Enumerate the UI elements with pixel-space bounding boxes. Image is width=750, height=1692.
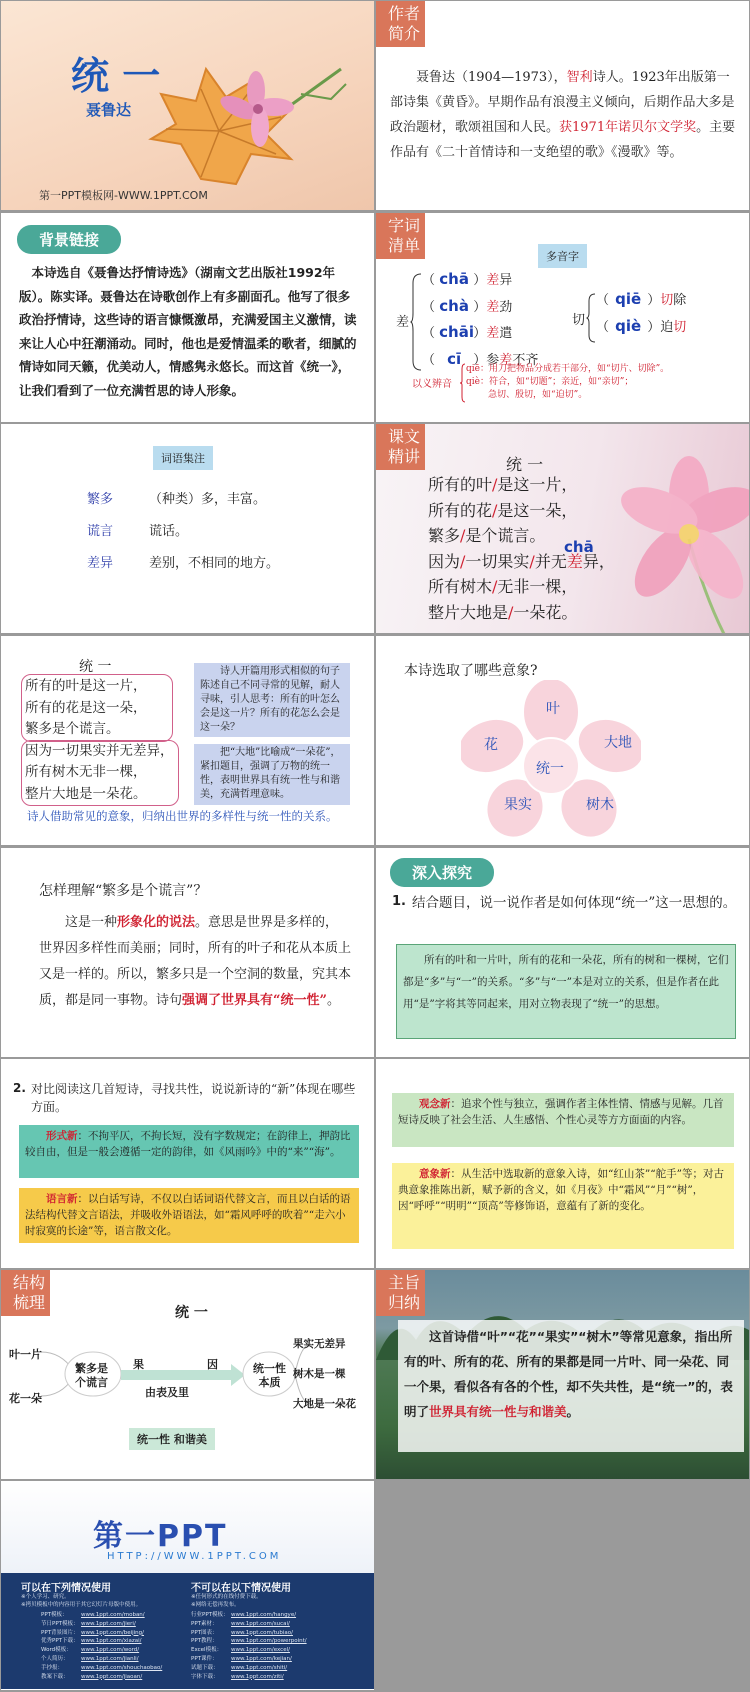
forbidden-1: ※任何形式的在线付费下载。	[191, 1594, 262, 1600]
slide-word-list	[376, 213, 749, 422]
structure-left-1: 叶一片	[9, 1348, 42, 1361]
poem-seg: 整片大地是	[428, 602, 509, 622]
link-label: 优秀PPT下载：	[41, 1638, 79, 1645]
understanding-answer: 这是一种形象化的说法。意思是世界是多样的，世界因多样性而美丽；同时，所有的叶子和花从本质上又是一样的。所以，繁多只是一个空洞的数量，究其本质，都是同一事物。诗句强调了世界具有“统一性”。	[39, 915, 352, 1008]
link-url[interactable]: www.1ppt.com/excel/	[231, 1647, 290, 1654]
paren-open: （	[422, 273, 440, 288]
link-label: PPT教程：	[191, 1638, 218, 1645]
paren-close: ）	[469, 352, 487, 368]
link-row	[191, 1655, 307, 1664]
polyphonic-title: 多音字	[538, 244, 587, 268]
imagery-guoshi: 果实	[504, 797, 532, 813]
slide-new-poetry-2	[376, 1059, 749, 1268]
forbidden-2: ※网络无偿再发布。	[191, 1602, 240, 1608]
poem-text	[25, 676, 174, 805]
paren-close: ）	[469, 326, 487, 341]
glossary-def: 谎话。	[149, 524, 189, 539]
glossary-term: 谎言	[87, 524, 114, 539]
link-row	[41, 1655, 162, 1664]
poem-line: 所有的叶是这一片，	[25, 678, 147, 694]
word-suffix: 异	[499, 273, 513, 288]
pause-mark: /	[508, 602, 514, 622]
analysis-summary: 诗人借助常见的意象，归纳出世界的多样性与统一性的关系。	[27, 809, 338, 823]
word-suffix: 遣	[499, 326, 513, 341]
brace-left	[410, 273, 422, 371]
link-label: 个人简历：	[41, 1655, 69, 1662]
poem-seg: 所有的叶	[428, 475, 493, 494]
link-row	[41, 1620, 162, 1629]
note-qie4-more: 急切、殷切，如“迫切”。	[488, 390, 588, 400]
link-label: PPT课件：	[191, 1655, 218, 1662]
link-label: 字体下载：	[191, 1673, 219, 1680]
note-qie1: qiē：用刀把物品分成若干部分，如“切片、切除”。	[466, 364, 670, 374]
brace-right	[586, 293, 596, 343]
link-url[interactable]: www.1ppt.com/moban/	[81, 1612, 145, 1618]
word-prefix: 迫	[660, 319, 674, 335]
poem-line	[428, 600, 615, 626]
question-number: 2.	[13, 1081, 26, 1095]
pinyin: qiē	[615, 290, 642, 308]
poem-seg: 所有的花	[428, 500, 493, 520]
paren-close: ）	[469, 273, 487, 288]
poem-title-small: 统 一	[79, 659, 112, 675]
link-url[interactable]: www.1ppt.com/tubiao/	[231, 1629, 293, 1636]
poem-seg: 是这一朵，	[497, 500, 578, 520]
glossary-title: 词语集注	[153, 446, 213, 470]
slide-understanding	[1, 848, 374, 1057]
section-tag: 作者 简介	[376, 1, 425, 47]
link-row	[191, 1646, 307, 1655]
pinyin: cī	[447, 349, 462, 368]
language-new-box: 语言新：以白话写诗，不仅以白话词语代替文言，而且以白话的语法结构代替文言语法，并吸收外语语法，如“霜风呼呼的吹着”“走六小时寂寞的长途”等，语言散文化。	[19, 1188, 359, 1243]
link-url[interactable]: www.1ppt.com/shiti/	[231, 1664, 288, 1671]
poem-line: 所有的花是这一朵，	[25, 699, 147, 716]
cover-author: 聂鲁达	[86, 101, 132, 119]
word-suffix: 除	[673, 293, 687, 308]
poem-seg: 并无	[534, 551, 567, 571]
link-row	[191, 1637, 307, 1646]
poem-line	[428, 523, 615, 549]
char-cha: 差	[396, 315, 410, 330]
section-pill: 深入探究	[390, 858, 494, 887]
link-url[interactable]: www.1ppt.com/powerpoint/	[231, 1638, 307, 1645]
section-tag: 字词 清单	[376, 213, 425, 259]
link-url[interactable]: www.1ppt.com/jiaoan/	[81, 1673, 143, 1680]
poem-lines	[428, 472, 615, 625]
allowed-title: 可以在下列情况使用	[21, 1583, 111, 1594]
structure-yin: 因	[207, 1358, 218, 1371]
slide-imagery	[376, 636, 749, 845]
new-poetry-question: 对比阅读这几首短诗，寻找共性，说说新诗的“新”体现在哪些方面。	[31, 1082, 356, 1114]
slide-glossary	[1, 424, 374, 633]
slide-structure	[1, 1270, 374, 1479]
link-row	[41, 1673, 162, 1682]
link-url[interactable]: www.1ppt.com/jianli/	[81, 1655, 139, 1662]
glossary-row	[87, 516, 279, 548]
link-label: PPT背景图片：	[41, 1629, 79, 1636]
understanding-question: 怎样理解“繁多是个谎言”？	[39, 883, 208, 899]
imagery-center: 统一	[536, 761, 564, 777]
poem-line: 因为一切果实并无差异，	[25, 742, 174, 759]
link-label: Word模板：	[41, 1647, 72, 1654]
word-prefix: 参	[486, 352, 500, 368]
pause-mark: /	[492, 475, 498, 494]
brand-logo: 第一PPT	[93, 1519, 228, 1554]
pause-mark: /	[460, 526, 466, 545]
poem-line: 所有树木无非一棵，	[25, 764, 147, 780]
link-row	[191, 1620, 307, 1629]
structure-title: 统 一	[175, 1305, 208, 1321]
poem-seg: 一切果实	[465, 551, 530, 571]
link-row	[41, 1629, 162, 1638]
structure-bottom: 统一性 和谐美	[129, 1428, 215, 1450]
glossary-def: （种类）多，丰富。	[149, 492, 267, 507]
word-highlight: 差	[486, 326, 500, 341]
cha-row	[422, 320, 538, 347]
slide-background-link	[1, 213, 374, 422]
pause-mark: /	[492, 577, 498, 596]
paren-close: ）	[643, 293, 661, 308]
structure-mid-2: 统一性 本质	[253, 1362, 286, 1389]
link-url[interactable]: www.1ppt.com/shouchaobao/	[81, 1664, 163, 1671]
paren-open: （	[422, 299, 440, 315]
annotation-box-2: 把“大地”比喻成“一朵花”，紧扣题目，强调了万物的统一性，表明世界具有统一性与和谐美，充满哲理意味。	[194, 744, 350, 805]
link-url[interactable]: www.1ppt.com/word/	[81, 1647, 140, 1654]
note-qie4: qiè：符合，如“切题”；亲近，如“亲切”；	[466, 377, 634, 387]
word-highlight: 差	[486, 273, 500, 288]
link-url[interactable]: www.1ppt.com/xiazai/	[81, 1638, 142, 1645]
link-label: PPT图表：	[191, 1629, 218, 1636]
link-url[interactable]: www.1ppt.com/sucai/	[231, 1620, 290, 1627]
link-row	[191, 1673, 307, 1682]
glossary-def: 差别，不相同的地方。	[149, 556, 280, 571]
link-label: 手抄报：	[41, 1664, 64, 1671]
poem-seg: 所有树木	[428, 577, 493, 596]
paren-open: （	[422, 352, 440, 368]
link-label: PPT素材：	[191, 1620, 218, 1627]
link-url[interactable]: www.1ppt.com/hangye/	[231, 1612, 297, 1618]
note-label: 以义辨音	[412, 379, 452, 390]
link-label: 节日PPT模板：	[41, 1620, 79, 1627]
section-tag: 主旨 归纳	[376, 1270, 425, 1316]
links-right	[191, 1611, 307, 1681]
link-row	[191, 1611, 307, 1620]
word-suffix: 不齐	[512, 352, 539, 368]
word-highlight: 切	[660, 293, 674, 308]
word-highlight: 差	[499, 352, 513, 368]
structure-right-2: 树木是一棵	[293, 1368, 346, 1380]
paren-open: （	[422, 326, 440, 341]
paren-close: ）	[643, 319, 661, 335]
paren-open: （	[596, 293, 614, 308]
poem-line: 整片大地是一朵花。	[25, 785, 147, 802]
imagery-question: 本诗选取了哪些意象?	[404, 663, 538, 679]
inquiry-question: 结合题目，说一说作者是如何体现“统一”这一思想的。	[412, 895, 737, 911]
poem-seg: 无非一棵，	[497, 577, 578, 596]
glossary-row	[87, 548, 279, 580]
cover-footer: 第一PPT模板网-WWW.1PPT.COM	[39, 189, 208, 202]
structure-right-3: 大地是一朵花	[293, 1398, 356, 1410]
imagery-shumu: 树木	[586, 797, 614, 813]
pinyin: chāi	[439, 323, 474, 341]
glossary-row	[87, 484, 279, 516]
slide-deep-inquiry	[376, 848, 749, 1057]
slide-cover	[1, 1, 374, 210]
slide-template-notice	[1, 1481, 374, 1690]
link-label: PPT模板：	[41, 1612, 68, 1618]
section-pill: 背景链接	[17, 225, 121, 254]
glossary-term: 繁多	[87, 492, 114, 507]
brand-url: HTTP://WWW.1PPT.COM	[107, 1551, 282, 1562]
paren-close: ）	[469, 299, 487, 315]
poem-seg: 一朵花。	[513, 602, 578, 622]
link-url[interactable]: www.1ppt.com/beijing/	[81, 1629, 145, 1636]
poem-title: 统 一	[506, 455, 544, 474]
structure-left-2: 花一朵	[9, 1392, 42, 1405]
section-tag: 结构 梳理	[1, 1270, 50, 1316]
note-text	[466, 363, 669, 402]
pause-mark: /	[460, 551, 466, 571]
poem-line	[428, 574, 615, 600]
link-url[interactable]: www.1ppt.com/ziti/	[231, 1673, 284, 1680]
qie-list	[596, 287, 686, 340]
links-left	[41, 1611, 162, 1681]
allowed-2: ※拷贝模板中的内容用于其它幻灯片母版中使用。	[21, 1602, 142, 1608]
theme-text: 这首诗借“叶”“花”“果实”“树木”等常见意象，指出所有的叶、所有的花、所有的果都是同一片叶、同一朵花、同一个果，看似各有各的个性，却不失共性，是“统一”的，表明了世界具有统一性与和谐美。	[398, 1320, 744, 1452]
link-label: 教案下载：	[41, 1673, 69, 1680]
paren-open: （	[596, 319, 614, 335]
poem-seg: 差	[566, 551, 583, 571]
slide-theme-summary	[376, 1270, 749, 1479]
pinyin: chà	[439, 296, 469, 315]
author-bio: 聂鲁达（1904—1973），智利诗人。1923年出版第一部诗集《黄昏》。早期作品有浪漫主义倾向，后期作品大多是政治题材，歌颂祖国和人民。获1971年诺贝尔文学奖。主要作品有《二十首情诗和一支绝望的歌》《漫歌》等。	[390, 70, 736, 160]
word-highlight: 差	[486, 299, 500, 315]
link-row	[41, 1611, 162, 1620]
poem-seg: 是个谎言。	[465, 526, 546, 545]
pinyin: qiè	[615, 316, 642, 335]
structure-guo: 果	[133, 1358, 144, 1371]
link-url[interactable]: www.1ppt.com/jieri/	[81, 1620, 136, 1627]
annotation-box-1: 诗人开篇用形式相似的句子陈述自己不同寻常的见解，耐人寻味，引人思考：所有的叶怎么会是这一片？所有的花怎么会是这一朵？	[194, 663, 350, 737]
slide-new-poetry	[1, 1059, 374, 1268]
link-row	[41, 1646, 162, 1655]
link-row	[191, 1664, 307, 1673]
link-row	[41, 1664, 162, 1673]
poem-seg: 是这一片，	[497, 475, 578, 494]
structure-right-1: 果实无差异	[293, 1338, 346, 1350]
char-qie: 切	[572, 313, 586, 328]
poem-seg: 异，	[582, 551, 615, 571]
maple-leaf-flower-illustration	[141, 39, 366, 189]
link-row	[41, 1637, 162, 1646]
imagery-dadi: 大地	[604, 735, 632, 751]
inquiry-answer: 所有的叶和一片叶，所有的花和一朵花，所有的树和一棵树，它们都是“多”与“一”的关系。“多”与“一”本是对立的关系，但是作者在此用“是”字将其等同起来，用对立物表现了“统一”的思想。	[396, 944, 736, 1039]
concept-new-box: 观念新：追求个性与独立，强调作者主体性情、情感与见解。几首短诗反映了社会生活、人生感悟、个性心灵等方方面面的内容。	[392, 1093, 734, 1147]
link-row	[191, 1629, 307, 1638]
forbidden-title: 不可以在以下情况使用	[191, 1583, 291, 1594]
section-tag: 课文 精讲	[376, 424, 425, 470]
structure-mid-1: 繁多是 个谎言	[75, 1362, 108, 1389]
cover-title: 统 一	[71, 54, 161, 98]
poem-line	[428, 498, 615, 524]
slide-text-reading	[376, 424, 749, 633]
poem-seg: 繁多	[428, 526, 461, 545]
link-label: Excel模板：	[191, 1647, 223, 1654]
poem-line: 繁多是个谎言。	[25, 721, 120, 737]
cha-row	[422, 267, 538, 294]
allowed-1: ※个人学习、研究。	[21, 1594, 70, 1600]
cha-list	[422, 267, 538, 373]
slide-poem-analysis	[1, 636, 374, 845]
background-text: 本诗选自《聂鲁达抒情诗选》（湖南文艺出版社1992年版）。陈实译。聂鲁达在诗歌创作上有多副面孔。他写了很多政治抒情诗，这些诗的语言慷慨激昂，充满爱国主义激情，读来让人心中狂潮涌动。同时，他也是爱情温柔的歌者，细腻的情诗如同天籁，优美动人，情感隽永悠长。而这首《统一》，让我们看到了一位充满哲思的诗人形象。	[19, 265, 357, 398]
link-label: 试题下载：	[191, 1664, 219, 1671]
glossary-term: 差异	[87, 556, 114, 571]
slide-author-intro	[376, 1, 749, 210]
pause-mark: /	[529, 551, 535, 571]
poem-seg: 因为	[428, 551, 461, 571]
question-number: 1.	[392, 894, 406, 909]
imagery-ye: 叶	[546, 701, 560, 717]
structure-biaoli: 由表及里	[145, 1386, 189, 1399]
poem-line	[428, 472, 615, 498]
form-new-box: 形式新：不拘平仄，不拘长短，没有字数规定；在韵律上，押韵比较自由，但是一般会遵循一定的韵律，如《风雨吟》中的“来”“海”。	[19, 1125, 359, 1178]
link-url[interactable]: www.1ppt.com/kejian/	[231, 1655, 292, 1662]
qie-row	[596, 314, 686, 341]
cosmos-flower-illustration	[594, 454, 749, 633]
glossary-list	[87, 484, 279, 580]
qie-row	[596, 287, 686, 314]
imagery-hua: 花	[484, 737, 498, 753]
word-suffix: 劲	[499, 299, 513, 315]
link-label: 行业PPT模板：	[191, 1612, 229, 1618]
word-highlight: 切	[673, 319, 687, 335]
pinyin-cha: chā	[564, 538, 594, 556]
pause-mark: /	[492, 500, 498, 520]
imagery-new-box: 意象新：从生活中选取新的意象入诗，如“红山茶”“舵手”等；对古典意象推陈出新，赋予新的含义，如《月夜》中“霜风”“月”“树”，因“呼呼”“明明”“顶高”等修饰语，意蕴有了新的变化。	[392, 1163, 734, 1249]
cha-row	[422, 294, 538, 321]
poem-line	[428, 549, 615, 575]
pinyin: chā	[439, 270, 469, 288]
